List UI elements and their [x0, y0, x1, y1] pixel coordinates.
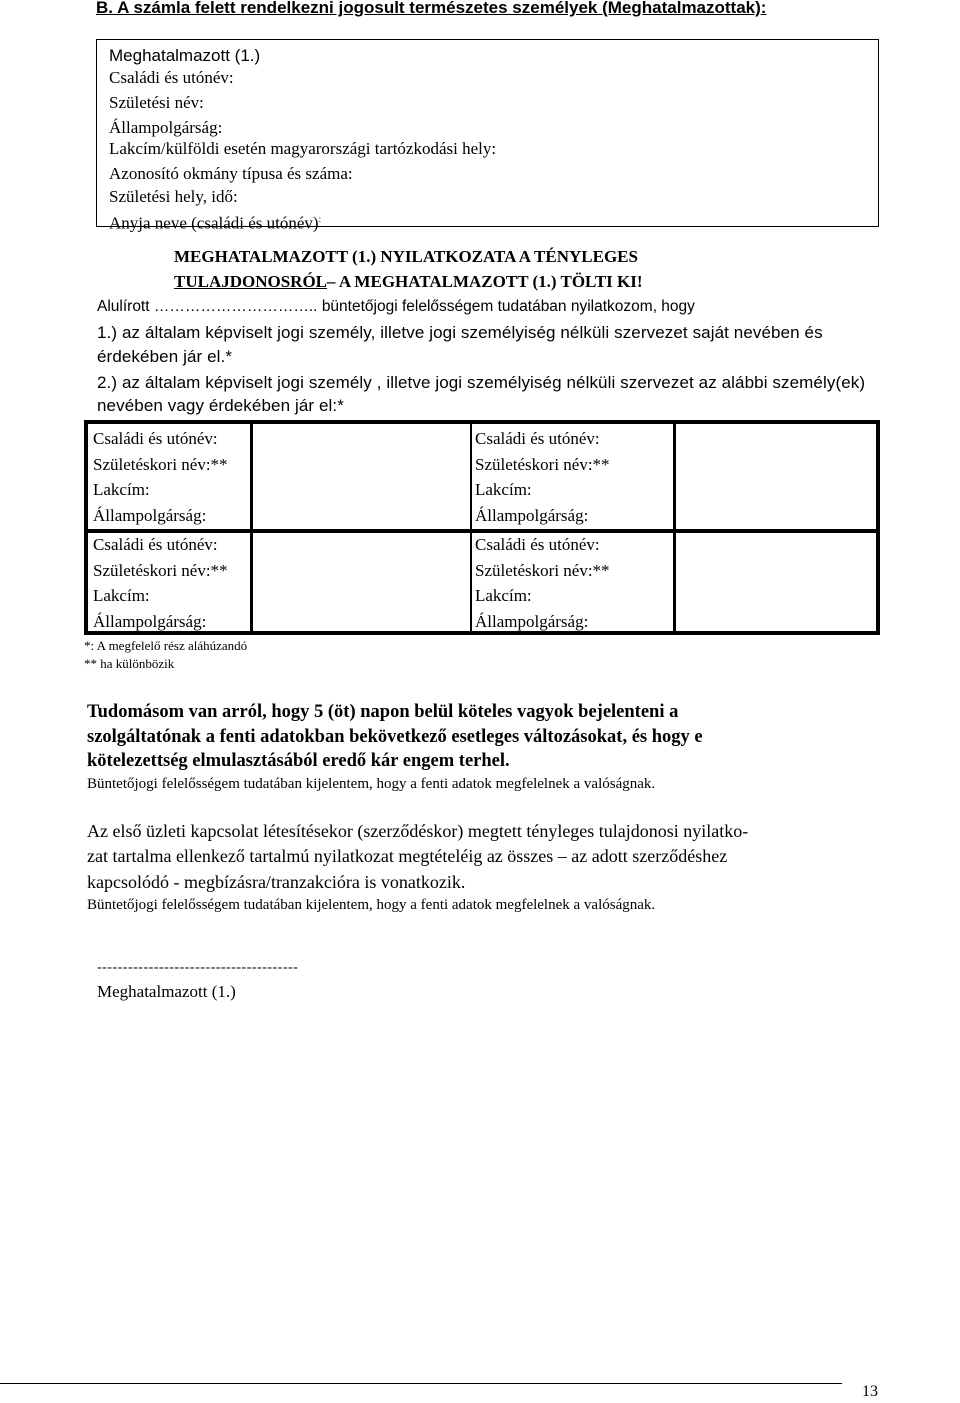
beneficial-owners-table	[84, 420, 880, 635]
p3-address-label: Lakcím:	[93, 586, 150, 605]
option1-line1: 1.) az általam képviselt jogi személy, illetve jogi személyiség nélküli szervezet saját nevében és	[97, 323, 823, 342]
p2-citizenship-label: Állampolgárság:	[475, 506, 589, 525]
p2-birthname-label: Születéskori név:**	[475, 455, 610, 474]
signature-line: ---------------------------------------	[97, 960, 299, 975]
birth-place-date-label: Születési hely, idő:	[109, 187, 238, 206]
undersigned-line	[97, 298, 695, 316]
p3-birthname-label: Születéskori név:**	[93, 561, 228, 580]
proxy-label: Meghatalmazott (1.)	[109, 46, 261, 65]
declaration-title-underlined: TULAJDONOSRÓL	[174, 272, 328, 291]
signature-label: Meghatalmazott (1.)	[97, 982, 236, 1001]
p2-name-label: Családi és utónév:	[475, 429, 600, 448]
section-heading: B. A számla felett rendelkezni jogosult természetes személyek (Meghatalmazottak):	[96, 0, 767, 17]
undersigned-prefix: Alulírott	[97, 298, 150, 315]
p3-name-label: Családi és utónév:	[93, 535, 218, 554]
page-number: 13	[862, 1383, 878, 1400]
option1-line2: érdekében jár el.*	[97, 347, 233, 366]
mother-name-text: Anyja neve (családi és utónév)	[109, 213, 319, 233]
p2-address-label: Lakcím:	[475, 480, 532, 499]
id-document-label: Azonosító okmány típusa és száma:	[109, 164, 353, 183]
family-given-name-label: Családi és utónév:	[109, 68, 234, 87]
liability-statement-1: Büntetőjogi felelősségem tudatában kijelentem, hogy a fenti adatok megfelelnek a valóságnak.	[87, 776, 656, 792]
p4-address-label: Lakcím:	[475, 586, 532, 605]
birth-name-label: Születési név:	[109, 93, 204, 112]
option2-line2: nevében vagy érdekében jár el:*	[97, 396, 344, 415]
first-business-line3: kapcsolódó - megbízásra/tranzakcióra is vonatkozik.	[87, 872, 466, 892]
notice-line3: kötelezettség elmulasztásából eredő kár engem terhel.	[87, 751, 510, 771]
notice-line1: Tudomásom van arról, hogy 5 (öt) napon belül köteles vagyok bejelenteni a	[87, 702, 679, 722]
footnote-star: *: A megfelelő rész aláhúzandó	[84, 638, 248, 653]
footer-rule	[0, 1383, 842, 1384]
notice-line2: szolgáltatónak a fenti adatokban bekövetkező esetleges változásokat, és hogy e	[87, 727, 703, 747]
p1-citizenship-label: Állampolgárság:	[93, 506, 207, 525]
col-divider-right-label	[673, 424, 676, 631]
p1-address-label: Lakcím:	[93, 480, 150, 499]
proxy-info-box	[96, 39, 879, 233]
address-label: Lakcím/külföldi esetén magyarországi tartózkodási hely:	[109, 139, 497, 158]
citizenship-label: Állampolgárság:	[109, 118, 223, 137]
p1-name-label: Családi és utónév:	[93, 429, 218, 448]
p4-citizenship-label: Állampolgárság:	[475, 612, 589, 631]
declaration-title-line2	[174, 272, 643, 292]
undersigned-suffix: büntetőjogi felelősségem tudatában nyilatkozom, hogy	[321, 298, 695, 315]
col-divider-left-label	[250, 424, 253, 631]
p4-name-label: Családi és utónév:	[475, 535, 600, 554]
declaration-title-line1: MEGHATALMAZOTT (1.) NYILATKOZATA A TÉNYLEGES	[174, 247, 638, 266]
declaration-title-rest: – A MEGHATALMAZOTT (1.) TÖLTI KI!	[327, 272, 643, 291]
mother-name-mark: :	[318, 214, 322, 224]
liability-statement-2: Büntetőjogi felelősségem tudatában kijelentem, hogy a fenti adatok megfelelnek a valóságnak.	[87, 897, 656, 913]
p1-birthname-label: Születéskori név:**	[93, 455, 228, 474]
first-business-line2: zat tartalma ellenkező tartalmú nyilatkozat megtételéig az összes – az adott szerződéshez	[87, 846, 728, 866]
p4-birthname-label: Születéskori név:**	[475, 561, 610, 580]
mother-name-label	[109, 209, 321, 234]
col-divider-middle	[470, 424, 472, 631]
footnote-double-star: ** ha különbözik	[84, 656, 175, 671]
first-business-line1: Az első üzleti kapcsolat létesítésekor (szerződéskor) megtett tényleges tulajdonosi nyilatko-	[87, 821, 749, 841]
p3-citizenship-label: Állampolgárság:	[93, 612, 207, 631]
option2-line1: 2.) az általam képviselt jogi személy , illetve jogi személyiség nélküli szervezet az alábbi személy(ek)	[97, 373, 866, 392]
undersigned-dots: …………………………..	[153, 298, 318, 315]
